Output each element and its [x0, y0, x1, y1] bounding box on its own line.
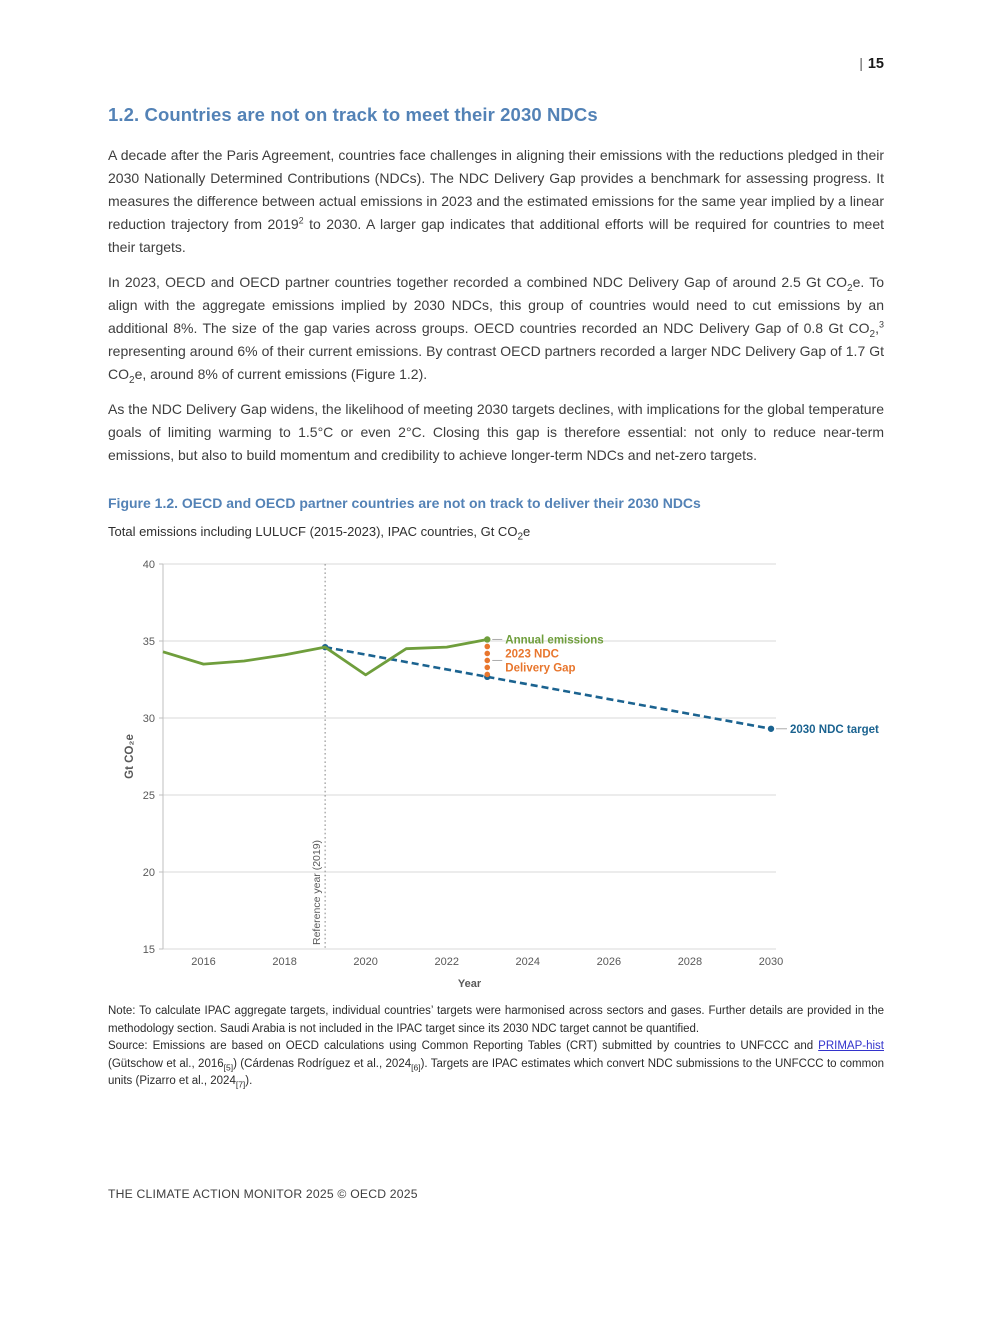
paragraph-3: As the NDC Delivery Gap widens, the likelihood of meeting 2030 targets declines, with implications for the global temperature goals of limiting warming to 1.5°C or even 2°C. Closing this gap is therefore essential: not only to reduce near-term emissions, but also to build momentum and credibility to achieve longer-term NDCs and net-zero targets.	[108, 401, 884, 463]
ndc-target-marker-2030	[768, 726, 774, 732]
annual-emissions-label: Annual emissions	[505, 634, 604, 647]
source-text: Source: Emissions are based on OECD calculations using Common Reporting Tables (CRT) submitted by countries to UNFCCC and PRIMAP-hist (Gütschow et al., $2016_{[5]}$) (Cárdenas Rodríguez et al., $2024_{[6]}$). Targets are IPAC estimates which convert NDC submissions to the UNFCCC to common units (Pizarro et al., $2024_{[7]}$).	[108, 1040, 885, 1090]
figure-subtitle: Total emissions including LULUCF (2015-2023), IPAC countries, Gt $CO_2e$	[108, 524, 531, 543]
sub: 2	[869, 328, 876, 340]
xtick-label-2028: 2028	[677, 956, 703, 968]
reference-year-label: Reference year (2019)	[311, 839, 324, 945]
delivery-gap-dot	[484, 665, 490, 671]
delivery-gap-label-line1: 2023 NDC	[505, 648, 559, 661]
xtick-label-2030: 2030	[758, 956, 784, 968]
xtick-label-2026: 2026	[596, 956, 622, 968]
ytick-label-20: 20	[142, 867, 155, 879]
sub: 2	[129, 374, 135, 386]
delivery-gap-dot	[484, 651, 490, 657]
page-footer: THE CLIMATE ACTION MONITOR 2025 © OECD 2025	[108, 1186, 418, 1201]
ytick-label-25: 25	[142, 790, 155, 802]
ytick-label-15: 15	[142, 944, 155, 956]
sup: 3	[878, 319, 884, 330]
citation-ref: [6]	[411, 1061, 421, 1072]
ytick-label-35: 35	[142, 636, 155, 648]
x-axis-title: Year	[457, 978, 482, 990]
ytick-label-40: 40	[142, 559, 155, 571]
xtick-label-2022: 2022	[434, 956, 459, 968]
delivery-gap-dot	[484, 672, 490, 678]
section-title: 1.2. Countries are not on track to meet their 2030 NDCs	[108, 104, 598, 125]
page-number-value: 15	[867, 56, 884, 72]
page-number-separator: |	[859, 56, 863, 71]
xtick-label-2020: 2020	[353, 956, 378, 968]
xtick-label-2016: 2016	[191, 956, 216, 968]
emissions-line-chart	[108, 549, 884, 999]
figure-1-2-chart	[108, 549, 884, 999]
ndc-target-label: 2030 NDC target	[790, 723, 879, 736]
note-text: Note: To calculate IPAC aggregate targets, individual countries’ targets were harmonised across sectors and gases. Further details are provided in the methodology section. Saudi Arabia is not included in the IPAC target since its 2030 NDC target cannot be quantified.	[108, 1005, 884, 1035]
sub: 2	[517, 531, 523, 543]
sup: 2	[298, 215, 304, 226]
page-number	[108, 56, 884, 76]
sub: 2	[847, 282, 853, 294]
y-axis-title: Gt CO₂e	[124, 734, 136, 779]
delivery-gap-dot	[484, 644, 490, 650]
figure-notes	[108, 1003, 884, 1091]
annual-emissions-end-marker	[484, 636, 490, 642]
citation-ref: [5]	[223, 1061, 234, 1072]
citation-ref: [7]	[235, 1079, 246, 1090]
delivery-gap-dot	[484, 658, 490, 664]
xtick-label-2024: 2024	[515, 956, 541, 968]
ytick-label-30: 30	[142, 713, 155, 725]
paragraph-1: A decade after the Paris Agreement, countries face challenges in aligning their emissions with the reductions pledged in their 2030 Nationally Determined Contributions (NDCs). The NDC Delivery Gap provides a benchmark for assessing progress. It measures the difference between actual emissions in 2023 and the estimated emissions for the same year implied by a linear reduction trajectory from 2019$^2$ to 2030. A larger gap indicates that additional efforts will be required for countries to meet their targets.	[108, 147, 884, 255]
delivery-gap-label-line2: Delivery Gap	[505, 662, 576, 675]
paragraph-2: In 2023, OECD and OECD partner countries together recorded a combined NDC Delivery Gap of around 2.5 Gt $CO_2e$. To align with the aggregate emissions implied by 2030 NDCs, this group of countries would need to cut emissions by an additional 8%. The size of the gap varies across groups. OECD countries recorded an NDC Delivery Gap of 0.8 Gt $CO_2,^3$ representing around 6% of their current emissions. By contrast OECD partners recorded a larger NDC Delivery Gap of 1.7 Gt $CO_2e$, around 8% of current emissions (Figure 1.2).	[108, 274, 884, 386]
xtick-label-2018: 2018	[272, 956, 297, 968]
primap-hist-link[interactable]: PRIMAP-hist	[818, 1040, 884, 1052]
figure-title: Figure 1.2. OECD and OECD partner countries are not on track to deliver their 2030 NDCs	[108, 495, 701, 511]
